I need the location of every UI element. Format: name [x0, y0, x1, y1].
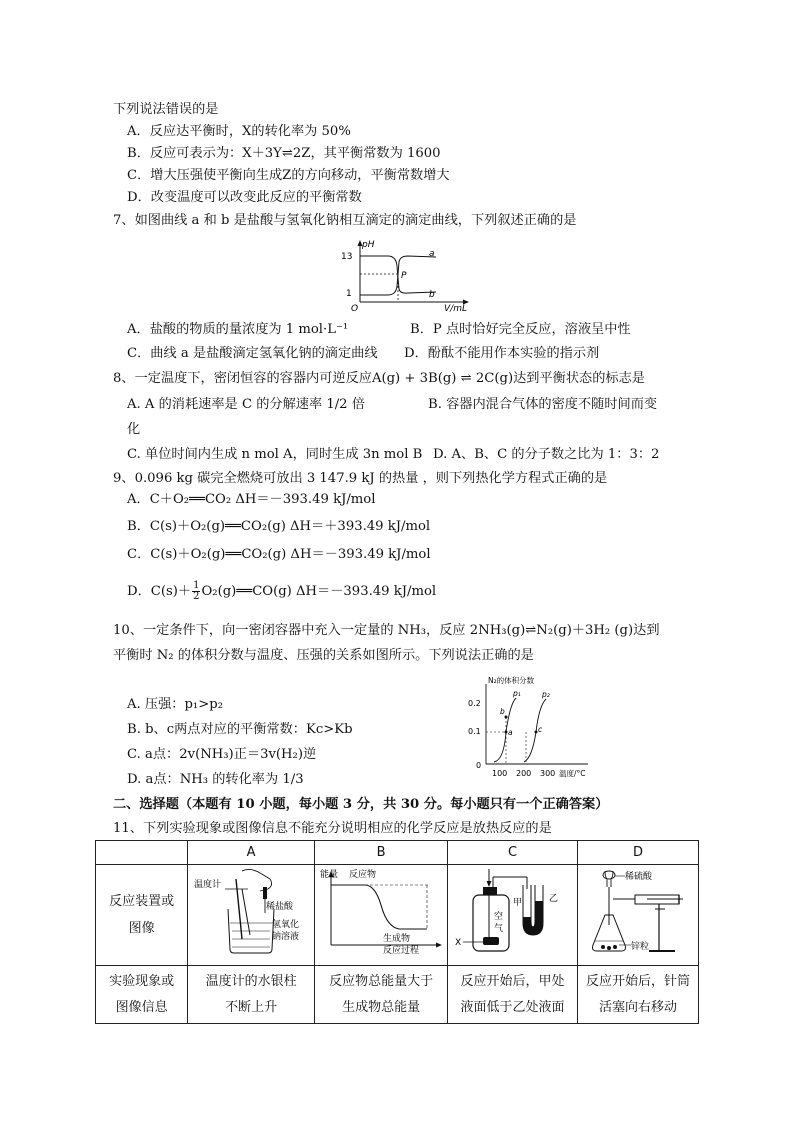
q11-figd-zinc: 锌粒 — [631, 942, 650, 952]
q7-point-p: P — [401, 271, 407, 281]
q10-point-a: a — [508, 728, 513, 737]
q11-row2-label: 实验现象或 图像信息 — [96, 966, 188, 1024]
q11-figb-product: 生成物 — [383, 934, 411, 944]
q11-row1-label: 反应装置或 图像 — [96, 865, 188, 966]
q7-option-a: A．盐酸的物质的量浓度为 1 mol·L⁻¹ — [127, 322, 349, 337]
q10-point-c: c — [538, 725, 543, 734]
q6-option-a: A．反应达平衡时，X的转化率为 50% — [127, 124, 351, 139]
q7-option-c: C．曲线 a 是盐酸滴定氢氧化钠的滴定曲线 — [127, 346, 378, 361]
q11-obs-d: 反应开始后，针筒 活塞向右移动 — [578, 966, 699, 1024]
q10-stem-line2: 平衡时 N₂ 的体积分数与温度、压强的关系如图所示。下列说法正确的是 — [113, 648, 534, 663]
q7-titration-figure — [338, 238, 478, 314]
q11-header-a: A — [188, 841, 315, 865]
q11-figc-x: X — [454, 938, 461, 948]
q11-figa-base1: 氢氧化 — [272, 920, 300, 930]
q11-figure-d-cell — [578, 865, 699, 966]
q8-option-c: C. 单位时间内生成 n mol A，同时生成 3n mol B — [127, 447, 423, 462]
q10-chart-title: N₂的体积分数 — [488, 676, 535, 685]
q11-table — [95, 840, 699, 1024]
q7-y-label: pH — [362, 240, 375, 250]
q7-option-d: D．酚酞不能用作本实验的指示剂 — [404, 346, 600, 361]
q11-figc-jia: 甲 — [512, 898, 522, 908]
q8-stem: 8、一定温度下，密闭恒容的容器内可逆反应A(g) + 3B(g) ⇌ 2C(g)达到平衡状态的标志是 — [113, 371, 645, 386]
q10-stem-line1: 10、一定条件下，向一密闭容器中充入一定量的 NH₃，反应 2NH₃(g)⇌N₂(g)＋3H₂ (g)达到 — [113, 623, 660, 638]
q9-option-d — [127, 580, 436, 604]
q9-option-d-fraction — [192, 581, 200, 602]
q10-y-tick-0: 0 — [476, 761, 482, 770]
q11-observation-row — [96, 966, 699, 1024]
q10-x-tick-300: 300 — [540, 769, 556, 778]
q10-n2-fraction-figure — [466, 672, 596, 782]
q7-y-tick-13: 13 — [341, 252, 353, 262]
q10-x-label: 温度/°C — [559, 769, 586, 778]
q6-option-d: D．改变温度可以改变此反应的平衡常数 — [127, 190, 362, 205]
q11-figa-acid: 稀盐酸 — [266, 902, 294, 912]
q7-stem: 7、如图曲线 a 和 b 是盐酸与氢氧化钠相互滴定的滴定曲线，下列叙述正确的是 — [113, 213, 577, 228]
q10-y-tick-0.1: 0.1 — [468, 727, 481, 736]
q11-header-d: D — [578, 841, 699, 865]
q11-figc-yi: 乙 — [548, 894, 558, 904]
q10-x-tick-100: 100 — [492, 769, 508, 778]
section2-heading: 二、选择题（本题有 10 小题，每小题 3 分，共 30 分。每小题只有一个正确答案） — [113, 797, 609, 812]
q7-curve-a: a — [429, 249, 435, 259]
q11-figc-air2: 气 — [493, 924, 503, 934]
q8-option-b-cont: 化 — [127, 422, 141, 437]
q10-option-a: A. 压强：p₁>p₂ — [127, 697, 223, 712]
q11-obs-a: 温度计的水银柱 不断上升 — [188, 966, 315, 1024]
q9-stem: 9、0.096 kg 碳完全燃烧可放出 3 147.9 kJ 的热量 ，则下列热化学方程式正确的是 — [113, 471, 608, 486]
q7-x-label: V/mL — [444, 304, 467, 314]
q10-option-c: C. a点：2v(NH₃)正＝3v(H₂)逆 — [127, 747, 317, 762]
q11-header-row — [96, 841, 699, 865]
q11-figb-reactant: 反应物 — [349, 870, 377, 880]
q11-figure-a-cell — [188, 865, 315, 966]
q6-option-c: C．增大压强使平衡向生成Z的方向移动，平衡常数增大 — [127, 168, 450, 183]
q11-figc-air1: 空 — [493, 912, 503, 922]
q10-option-d: D. a点：NH₃ 的转化率为 1/3 — [127, 772, 304, 787]
q10-point-b: b — [500, 707, 505, 716]
q10-x-tick-200: 200 — [516, 769, 532, 778]
q11-figure-d — [579, 865, 697, 957]
q9-frac-num: 1 — [193, 580, 200, 591]
q10-label-p2: p₂ — [542, 690, 550, 699]
q11-figure-row — [96, 865, 699, 966]
q11-stem: 11、下列实验现象或图像信息不能充分说明相应的化学反应是放热反应的是 — [113, 821, 552, 836]
q7-origin: O — [351, 304, 359, 314]
q11-figd-acid: 稀硫酸 — [625, 872, 653, 882]
q10-y-tick-0.2: 0.2 — [468, 699, 481, 708]
q6-option-b: B．反应可表示为：X＋3Y⇌2Z，其平衡常数为 1600 — [127, 146, 441, 161]
q7-y-tick-1: 1 — [346, 289, 352, 299]
q11-header-c: C — [448, 841, 578, 865]
q11-figure-c-cell — [448, 865, 578, 966]
q7-curve-b: b — [429, 290, 435, 300]
q9-option-c: C．C(s)＋O₂(g)══CO₂(g) ΔH＝－393.49 kJ/mol — [127, 547, 431, 562]
q11-figa-thermometer: 温度计 — [194, 880, 222, 890]
q10-label-p1: p₁ — [513, 689, 521, 698]
q6-intro: 下列说法错误的是 — [113, 102, 219, 117]
q11-figb-energy: 能量 — [320, 870, 339, 880]
q8-option-d: D. A、B、C 的分子数之比为 1：3：2 — [433, 447, 660, 462]
q9-option-a: A．C＋O₂══CO₂ ΔH＝－393.49 kJ/mol — [127, 492, 376, 507]
q11-obs-b: 反应物总能量大于 生成物总能量 — [315, 966, 448, 1024]
q11-figure-b — [317, 865, 445, 957]
q9-frac-den: 2 — [193, 591, 200, 602]
q8-option-a: A. A 的消耗速率是 C 的分解速率 1/2 倍 — [127, 397, 365, 412]
q9-option-d-pre: D．C(s)＋ — [127, 584, 192, 599]
q11-figure-a — [190, 865, 312, 957]
q8-option-b: B. 容器内混合气体的密度不随时间而变 — [428, 397, 658, 412]
q9-option-d-post: O₂(g)══CO(g) ΔH＝－393.49 kJ/mol — [201, 584, 437, 599]
q7-option-b: B．P 点时恰好完全反应，溶液呈中性 — [410, 322, 631, 337]
q9-option-b: B．C(s)＋O₂(g)══CO₂(g) ΔH＝＋393.49 kJ/mol — [127, 519, 431, 534]
q11-header-empty — [96, 841, 188, 865]
q11-figb-progress: 反应过程 — [383, 946, 420, 956]
q11-header-b: B — [315, 841, 448, 865]
q11-figa-base2: 钠溶液 — [272, 932, 300, 942]
q11-figure-c — [451, 865, 575, 957]
q10-option-b: B. b、c两点对应的平衡常数：Kc>Kb — [127, 722, 353, 737]
q11-figure-b-cell — [315, 865, 448, 966]
q11-obs-c: 反应开始后，甲处 液面低于乙处液面 — [448, 966, 578, 1024]
